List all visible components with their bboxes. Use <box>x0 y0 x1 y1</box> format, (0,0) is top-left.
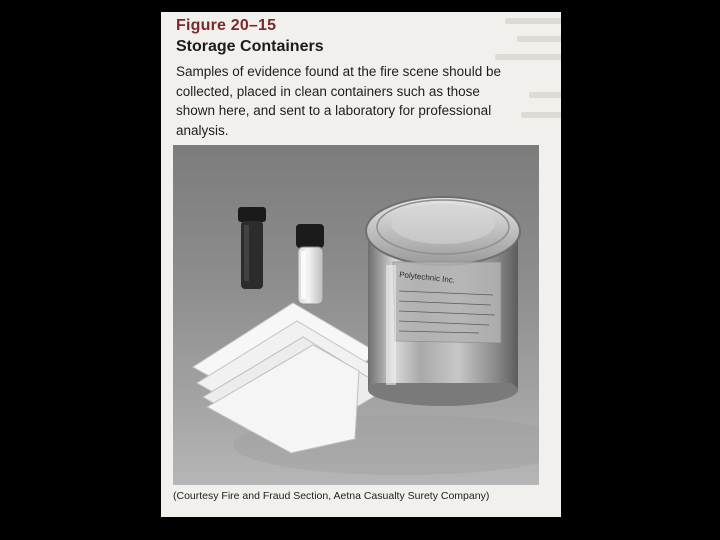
can-label-brand: Polytechnic Inc. <box>398 270 456 285</box>
photo-illustration <box>173 145 539 485</box>
figure-title: Storage Containers <box>176 38 324 55</box>
caption-line: analysis. <box>176 122 229 138</box>
caption-line: collected, placed in clean containers such as those <box>176 83 480 99</box>
show-through-text <box>495 54 561 60</box>
evidence-photo <box>173 145 539 485</box>
clear-vial <box>296 224 324 304</box>
book-page <box>161 12 561 517</box>
caption-line: shown here, and sent to a laboratory for professional <box>176 103 492 118</box>
figure-label: Figure 20–15 <box>176 17 277 34</box>
show-through-text <box>517 36 561 42</box>
caption-line: Samples of evidence found at the fire scene should be <box>176 64 501 79</box>
photo-credit: (Courtesy Fire and Fraud Section, Aetna Casualty Surety Company) <box>173 490 490 502</box>
metal-can <box>366 197 520 406</box>
dark-vial <box>238 207 266 289</box>
show-through-text <box>505 18 561 24</box>
figure-caption <box>176 62 541 140</box>
